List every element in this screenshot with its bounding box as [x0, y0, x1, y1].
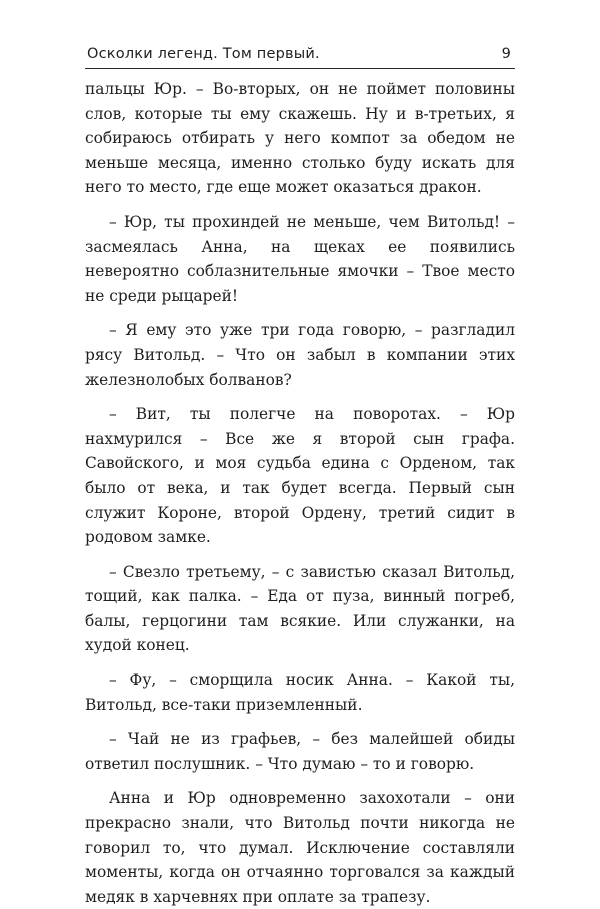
paragraph: – Свезло третьему, – с завистью сказал Витольд, тощий, как палка. – Еда от пуза, винный погреб, балы, герцогини там всякие. Или служанки, на худой конец. — [85, 562, 515, 655]
paragraph: – Чай не из графьев, – без малейшей обиды ответил послушник. – Что думаю – то и говорю. — [85, 730, 515, 773]
paragraph: – Вит, ты полегче на поворотах. – Юр нахмурился – Все же я второй сын графа. Савойского, и моя судьба едина с Орденом, так было от века, и так будет всегда. Первый сын служит Короне, второй Ордену, третий сидит в родовом замке. — [85, 405, 515, 547]
body-text — [85, 77, 515, 909]
paragraph: пальцы Юр. – Во-вторых, он не поймет половины слов, которые ты ему скажешь. Ну и в-третьих, я собираюсь отбирать у него компот за обедом не меньше месяца, именно столько буду искать для него то место, где еще может оказаться дракон. — [85, 80, 515, 197]
book-title: Осколки легенд. Том первый. — [87, 46, 320, 62]
paragraph: Анна и Юр одновременно захохотали – они прекрасно знали, что Витольд почти никогда не говорил то, что думал. Исключение составляли моменты, когда он отчаянно торговался за каждый медяк в харчевнях при оплате за трапезу. — [85, 789, 515, 906]
running-header — [85, 40, 515, 69]
paragraph: – Я ему это уже три года говорю, – разгладил рясу Витольд. – Что он забыл в компании этих железнолобых болванов? — [85, 321, 515, 389]
paragraph: – Фу, – сморщила носик Анна. – Какой ты, Витольд, все-таки приземленный. — [85, 671, 515, 714]
book-page — [85, 40, 515, 906]
page-number: 9 — [501, 46, 511, 62]
paragraph: – Юр, ты прохиндей не меньше, чем Витольд! – засмеялась Анна, на щеках ее появились невероятно соблазнительные ямочки – Твое место не среди рыцарей! — [85, 212, 515, 305]
